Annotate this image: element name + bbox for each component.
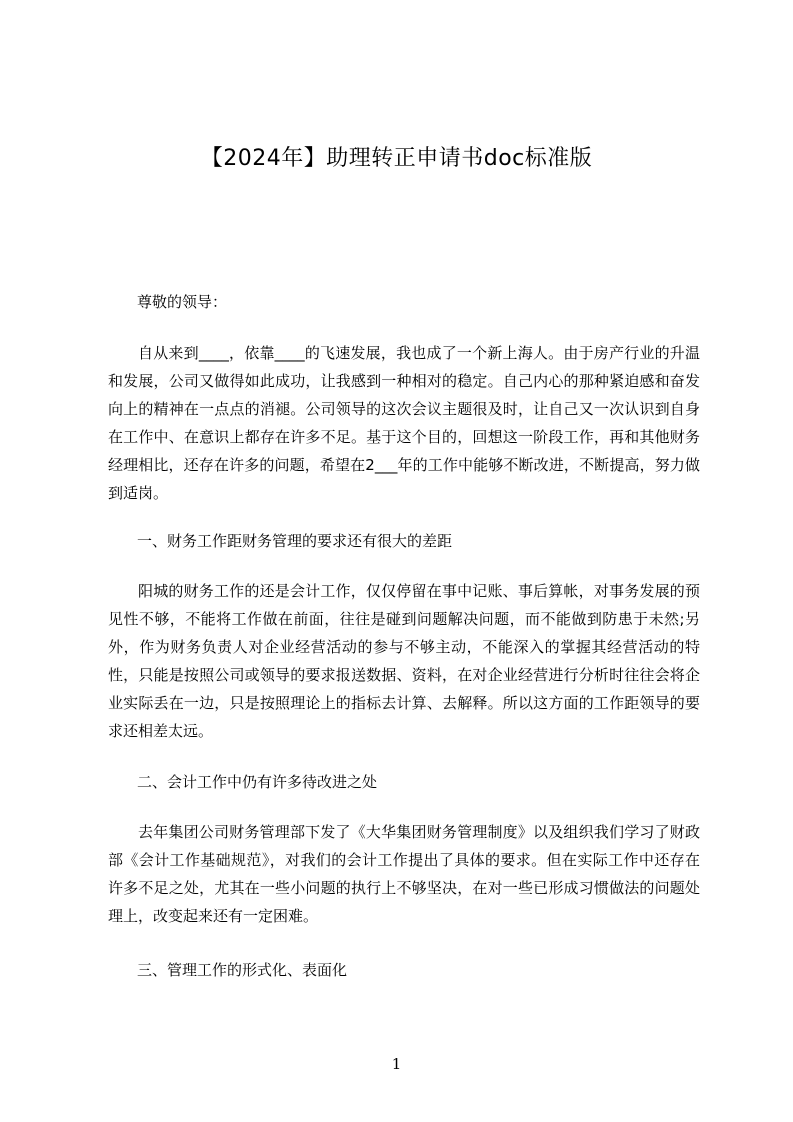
paragraph-1: 自从来到____，依靠____的飞速发展，我也成了一个新上海人。由于房产行业的升温和发展，公司又做得如此成功，让我感到一种相对的稳定。自己内心的那种紧迫感和奋发向上的精神在一点点的消褪。公司领导的这次会议主题很及时，让自己又一次认识到自身在工作中、在意识上都存在许多不足。基于这个目的，回想这一阶段工作，再和其他财务经理相比，还存在许多的问题，希望在2___年的工作中能够不断改进，不断提高，努力做到适岗。 — [108, 344, 700, 502]
section-heading-1: 一、财务工作距财务管理的要求还有很大的差距 — [137, 532, 453, 550]
page-number: 1 — [391, 1055, 402, 1073]
section-heading-2: 二、会计工作中仍有许多待改进之处 — [137, 773, 378, 791]
paragraph-3: 去年集团公司财务管理部下发了《大华集团财务管理制度》以及组织我们学习了财政部《会计工作基础规范》，对我们的会计工作提出了具体的要求。但在实际工作中还存在许多不足之处，尤其在一些小问题的执行上不够坚决，在对一些已形成习惯做法的问题处理上，改变起来还有一定困难。 — [108, 823, 700, 925]
section-heading-3: 三、管理工作的形式化、表面化 — [137, 961, 348, 979]
greeting: 尊敬的领导： — [137, 293, 228, 311]
paragraph-2: 阳城的财务工作的还是会计工作，仅仅停留在事中记账、事后算帐，对事务发展的预见性不够，不能将工作做在前面，往往是碰到问题解决问题，而不能做到防患于未然;另外，作为财务负责人对企业经营活动的参与不够主动，不能深入的掌握其经营活动的特性，只能是按照公司或领导的要求报送数据、资料，在对企业经营进行分析时往往会将企业实际丢在一边，只是按照理论上的指标去计算、去解释。所以这方面的工作距领导的要求还相差太远。 — [108, 582, 700, 740]
document-title: 【2024年】助理转正申请书doc标准版 — [200, 146, 593, 171]
